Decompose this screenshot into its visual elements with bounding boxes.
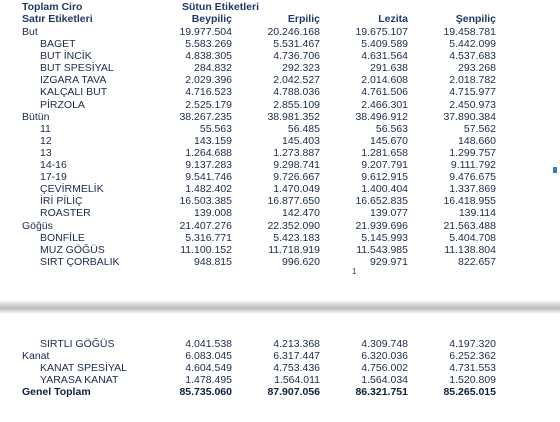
value-cell: 11.138.804 [444, 243, 496, 256]
table-row[interactable] [22, 62, 536, 74]
row-label: 12 [40, 134, 52, 147]
table-row[interactable] [22, 374, 536, 386]
table-row[interactable] [22, 99, 536, 111]
value-cell: 145.670 [370, 134, 408, 147]
row-label: 17-19 [40, 171, 67, 184]
row-label: SIRT ÇORBALIK [40, 255, 120, 268]
value-cell: 2.855.109 [273, 98, 320, 111]
value-cell: 1.470.049 [273, 183, 320, 196]
value-cell: 9.298.741 [273, 159, 320, 172]
value-cell: 5.442.099 [449, 38, 496, 51]
table-row[interactable] [22, 86, 536, 98]
value-cell: 21.563.488 [443, 219, 496, 232]
value-cell: 4.716.523 [185, 86, 232, 99]
value-cell: 1.520.809 [449, 374, 496, 387]
value-cell: 21.407.276 [179, 219, 232, 232]
value-cell: 142.470 [282, 207, 320, 220]
table-row[interactable] [22, 183, 536, 195]
row-label: Kanat [22, 350, 50, 363]
table-row[interactable] [22, 50, 536, 62]
value-cell: 929.971 [370, 255, 408, 268]
value-cell: 139.077 [370, 207, 408, 220]
table-row[interactable] [22, 147, 536, 159]
table-row[interactable] [22, 159, 536, 171]
value-cell: 143.159 [194, 134, 232, 147]
value-cell: 19.458.781 [443, 26, 496, 38]
row-label: 14-16 [40, 159, 67, 172]
value-cell: 4.736.706 [273, 50, 320, 63]
pivot-table-top [22, 0, 536, 268]
value-cell: 5.531.467 [273, 38, 320, 51]
row-label: ROASTER [40, 207, 91, 220]
value-cell: 16.503.385 [179, 195, 232, 208]
table-body-bottom [22, 338, 536, 398]
value-cell: 996.620 [282, 255, 320, 268]
table-body-top [22, 26, 536, 268]
group-row[interactable] [22, 26, 536, 38]
value-cell: 56.563 [375, 122, 408, 135]
value-cell: 85.735.060 [179, 386, 232, 399]
row-label: KANAT SPESİYAL [40, 362, 127, 375]
row-labels-header[interactable]: Satır Etiketleri [22, 13, 93, 25]
value-cell: 5.423.183 [273, 231, 320, 244]
value-cell: 19.977.504 [179, 26, 232, 38]
col-header-senpilic: Şenpiliç [455, 13, 496, 25]
page-break-divider [0, 300, 560, 314]
value-cell: 6.317.447 [273, 350, 320, 363]
value-cell: 11.543.985 [356, 243, 408, 256]
value-cell: 291.638 [370, 62, 408, 75]
table-row[interactable] [22, 38, 536, 50]
value-cell: 2.042.527 [273, 74, 320, 87]
row-label: BUT SPESİYAL [40, 62, 114, 75]
row-label: Genel Toplam [22, 386, 91, 399]
value-cell: 292.323 [282, 62, 320, 75]
value-cell: 4.788.036 [273, 86, 320, 99]
value-cell: 4.631.564 [361, 50, 408, 63]
value-cell: 5.404.708 [449, 231, 496, 244]
value-cell: 293.268 [458, 62, 496, 75]
value-cell: 2.014.608 [361, 74, 408, 87]
col-header-erpilic: Erpiliç [287, 13, 320, 25]
value-cell: 139.114 [458, 207, 496, 220]
value-cell: 6.320.036 [361, 350, 408, 363]
row-label: BUT İNCİK [40, 50, 92, 63]
group-row[interactable] [22, 220, 536, 232]
value-cell: 2.525.179 [185, 98, 232, 111]
row-label: KALÇALI BUT [40, 86, 108, 99]
column-labels-header[interactable]: Sütun Etiketleri [182, 1, 260, 13]
value-cell: 19.675.107 [355, 26, 408, 38]
corner-title: Toplam Ciro [22, 1, 83, 13]
value-cell: 4.537.683 [449, 50, 496, 63]
value-cell: 1.264.688 [185, 146, 232, 159]
value-cell: 9.207.791 [361, 159, 408, 172]
value-cell: 5.583.269 [185, 38, 232, 51]
value-cell: 2.466.301 [361, 98, 408, 111]
value-cell: 145.403 [282, 134, 320, 147]
row-label: SIRTLI GÖĞÜS [40, 338, 115, 350]
value-cell: 6.252.362 [449, 350, 496, 363]
value-cell: 4.041.538 [185, 338, 232, 350]
value-cell: 1.482.402 [185, 183, 232, 196]
table-row[interactable] [22, 232, 536, 244]
value-cell: 948.815 [194, 255, 232, 268]
value-cell: 1.299.757 [449, 146, 496, 159]
value-cell: 4.731.553 [449, 362, 496, 375]
value-cell: 38.981.352 [267, 110, 320, 123]
value-cell: 1.337.869 [449, 183, 496, 196]
value-cell: 37.890.384 [443, 110, 496, 123]
value-cell: 5.145.993 [361, 231, 408, 244]
row-label: YARASA KANAT [40, 374, 119, 387]
value-cell: 21.939.696 [355, 219, 408, 232]
value-cell: 4.309.748 [361, 338, 408, 350]
value-cell: 38.267.235 [179, 110, 232, 123]
value-cell: 1.273.887 [273, 146, 320, 159]
row-label: IZGARA TAVA [40, 74, 107, 87]
value-cell: 2.018.782 [449, 74, 496, 87]
row-label: 11 [40, 122, 51, 135]
value-cell: 2.029.396 [185, 74, 232, 87]
value-cell: 20.246.168 [267, 26, 320, 38]
value-cell: 87.907.056 [267, 386, 320, 399]
row-label: BAGET [40, 38, 76, 51]
value-cell: 11.718.919 [268, 243, 320, 256]
table-row[interactable] [22, 171, 536, 183]
table-row[interactable] [22, 256, 536, 268]
row-label: Bütün [22, 110, 50, 123]
table-row[interactable] [22, 207, 536, 219]
row-label: PİRZOLA [40, 98, 85, 111]
value-cell: 1.564.034 [361, 374, 408, 387]
table-row[interactable] [22, 362, 536, 374]
grand-total-row[interactable] [22, 386, 536, 398]
value-cell: 57.562 [463, 122, 496, 135]
value-cell: 4.604.549 [185, 362, 232, 375]
value-cell: 1.281.658 [361, 146, 408, 159]
value-cell: 148.660 [458, 134, 496, 147]
value-cell: 4.197.320 [449, 338, 496, 350]
value-cell: 9.541.746 [185, 171, 232, 184]
value-cell: 9.726.667 [273, 171, 320, 184]
value-cell: 1.400.404 [361, 183, 408, 196]
row-label: But [22, 26, 38, 38]
value-cell: 38.496.912 [355, 110, 408, 123]
col-header-beypilic: Beypiliç [191, 13, 232, 25]
table-header [22, 0, 536, 26]
col-header-lezita: Lezita [378, 13, 408, 25]
value-cell: 139.008 [194, 207, 232, 220]
value-cell: 4.756.002 [361, 362, 408, 375]
group-row[interactable] [22, 350, 536, 362]
value-cell: 86.321.751 [355, 386, 408, 399]
value-cell: 11.100.152 [180, 243, 232, 256]
row-label: 13 [40, 146, 52, 159]
row-label: BONFİLE [40, 231, 85, 244]
value-cell: 16.418.955 [443, 195, 496, 208]
row-label: MUZ GÖĞÜS [40, 243, 105, 256]
value-cell: 16.877.650 [267, 195, 320, 208]
value-cell: 822.657 [458, 255, 496, 268]
value-cell: 1.478.495 [185, 374, 232, 387]
value-cell: 5.316.771 [185, 231, 232, 244]
value-cell: 2.450.973 [449, 98, 496, 111]
value-cell: 4.753.436 [273, 362, 320, 375]
value-cell: 16.652.835 [355, 195, 408, 208]
value-cell: 9.612.915 [361, 171, 408, 184]
table-row[interactable] [22, 123, 536, 135]
value-cell: 4.838.305 [185, 50, 232, 63]
row-label: İRİ PİLİÇ [40, 195, 83, 208]
pivot-table-bottom [22, 338, 536, 398]
value-cell: 284.832 [194, 62, 232, 75]
value-cell: 9.111.792 [450, 159, 496, 172]
value-cell: 4.761.506 [361, 86, 408, 99]
value-cell: 55.563 [199, 122, 232, 135]
edge-marker [553, 167, 557, 173]
page-number: 1 [352, 267, 357, 276]
value-cell: 4.715.977 [449, 86, 496, 99]
value-cell: 5.409.589 [361, 38, 408, 51]
table-row[interactable] [22, 74, 536, 86]
value-cell: 9.476.675 [449, 171, 496, 184]
value-cell: 6.083.045 [185, 350, 232, 363]
value-cell: 85.265.015 [443, 386, 496, 399]
value-cell: 9.137.283 [185, 159, 232, 172]
table-row[interactable] [22, 195, 536, 207]
value-cell: 22.352.090 [267, 219, 320, 232]
table-row[interactable] [22, 338, 536, 350]
table-row[interactable] [22, 135, 536, 147]
row-label: Göğüs [22, 219, 53, 232]
row-label: ÇEVİRMELİK [40, 183, 104, 196]
value-cell: 4.213.368 [273, 338, 320, 350]
value-cell: 1.564.011 [274, 374, 320, 387]
table-row[interactable] [22, 244, 536, 256]
value-cell: 56.485 [287, 122, 320, 135]
group-row[interactable] [22, 111, 536, 123]
